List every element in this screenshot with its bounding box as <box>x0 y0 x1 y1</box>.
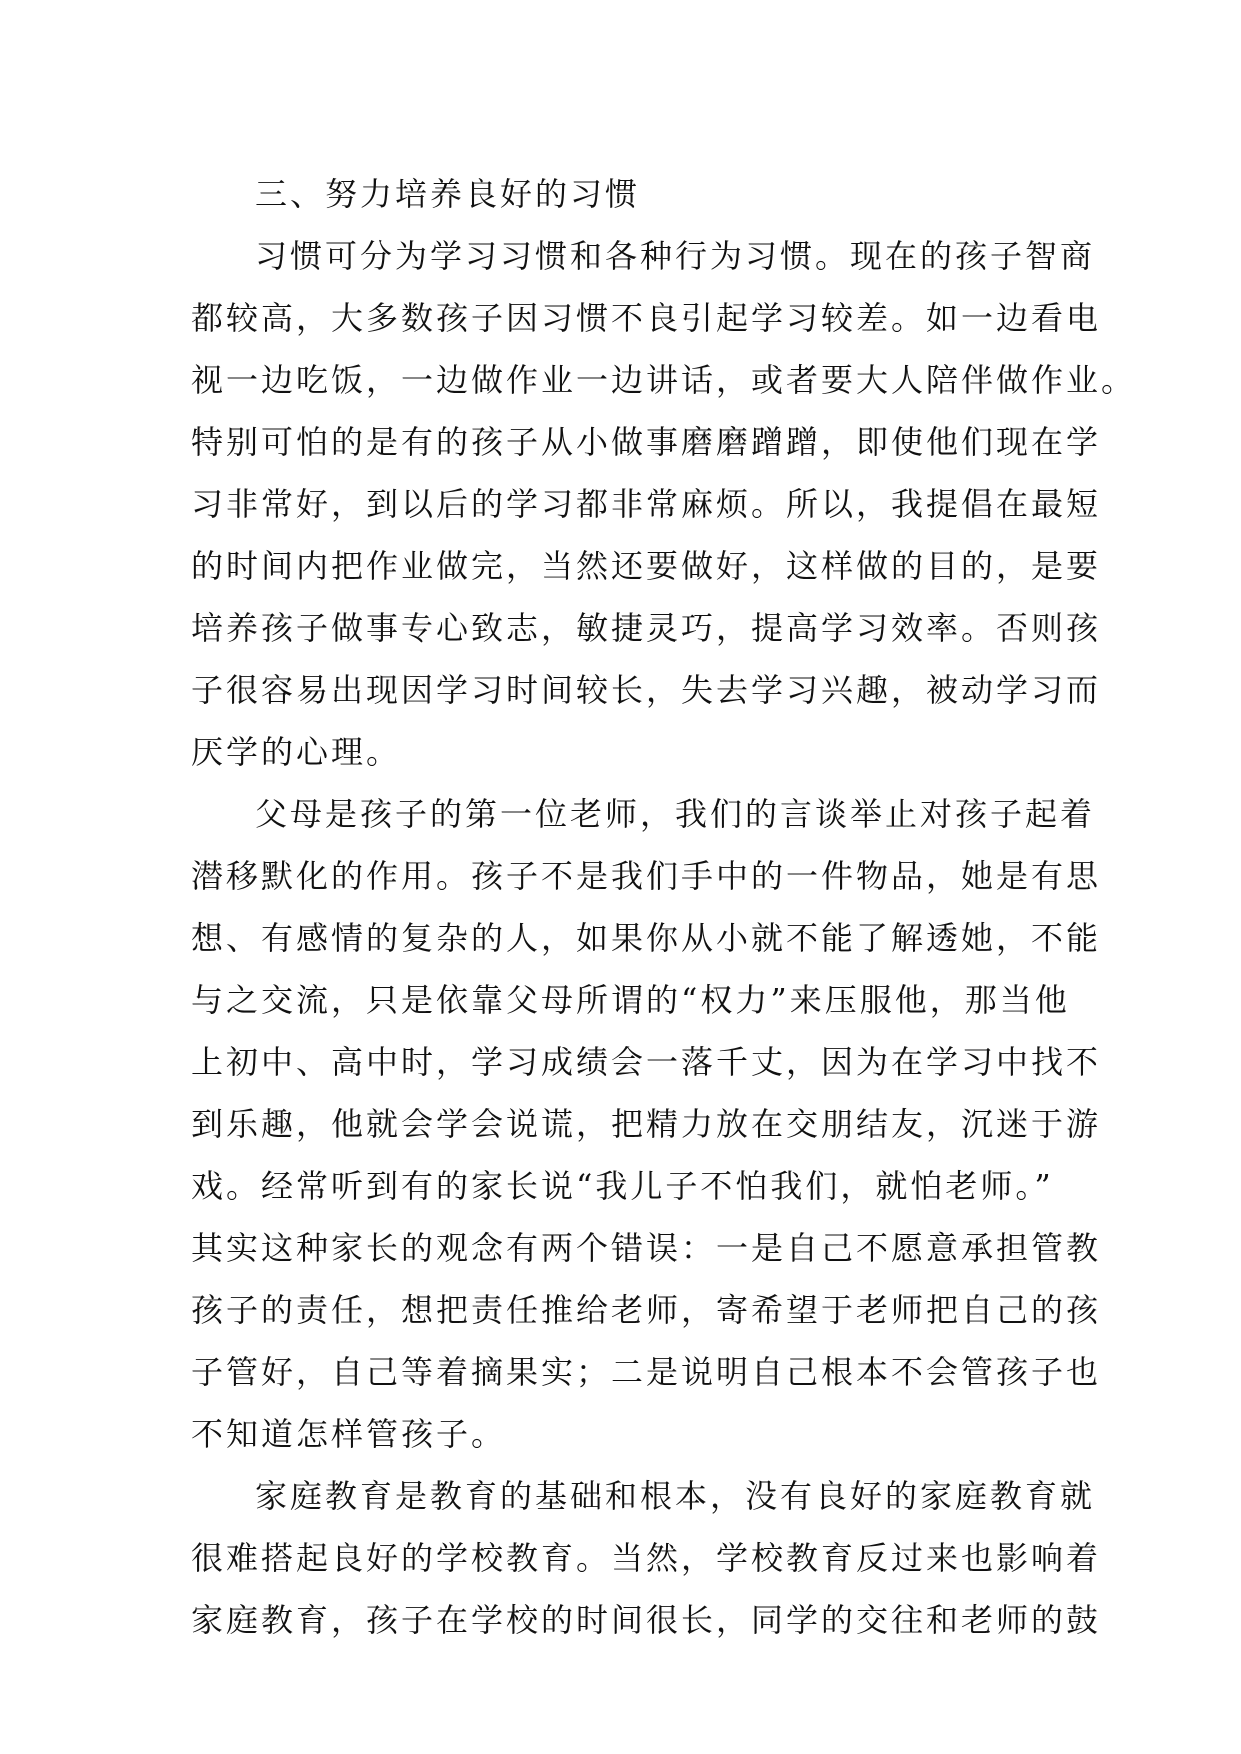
paragraph-line: 特别可怕的是有的孩子从小做事磨磨蹭蹭，即使他们现在学 <box>191 423 1102 461</box>
paragraph-line: 潜移默化的作用。孩子不是我们手中的一件物品，她是有思 <box>191 857 1102 895</box>
paragraph-line: 其实这种家长的观念有两个错误：一是自己不愿意承担管教 <box>191 1229 1102 1267</box>
paragraph-line: 习惯可分为学习习惯和各种行为习惯。现在的孩子智商 <box>255 237 1096 275</box>
paragraph-line: 的时间内把作业做完，当然还要做好，这样做的目的，是要 <box>191 547 1102 585</box>
paragraph-line: 子很容易出现因学习时间较长，失去学习兴趣，被动学习而 <box>191 671 1102 709</box>
paragraph-line: 想、有感情的复杂的人，如果你从小就不能了解透她，不能 <box>191 919 1102 957</box>
paragraph-line: 孩子的责任，想把责任推给老师，寄希望于老师把自己的孩 <box>191 1291 1102 1329</box>
section-heading: 三、努力培养良好的习惯 <box>255 175 641 213</box>
paragraph-line: 家庭教育，孩子在学校的时间很长，同学的交往和老师的鼓 <box>191 1601 1102 1639</box>
paragraph-line: 习非常好，到以后的学习都非常麻烦。所以，我提倡在最短 <box>191 485 1102 523</box>
document-body <box>191 163 1137 1651</box>
paragraph-line: 家庭教育是教育的基础和根本，没有良好的家庭教育就 <box>255 1477 1096 1515</box>
paragraph-line: 上初中、高中时，学习成绩会一落千丈，因为在学习中找不 <box>191 1043 1102 1081</box>
paragraph-line: 父母是孩子的第一位老师，我们的言谈举止对孩子起着 <box>255 795 1096 833</box>
paragraph-line: 培养孩子做事专心致志，敏捷灵巧，提高学习效率。否则孩 <box>191 609 1102 647</box>
paragraph-line: 子管好，自己等着摘果实；二是说明自己根本不会管孩子也 <box>191 1353 1102 1391</box>
paragraph-line: 视一边吃饭，一边做作业一边讲话，或者要大人陪伴做作业。 <box>191 361 1137 399</box>
paragraph-line: 与之交流，只是依靠父母所谓的“权力”来压服他，那当他 <box>191 981 1070 1019</box>
paragraph-line: 厌学的心理。 <box>191 733 402 771</box>
paragraph-line: 都较高，大多数孩子因习惯不良引起学习较差。如一边看电 <box>191 299 1102 337</box>
paragraph-line: 很难搭起良好的学校教育。当然，学校教育反过来也影响着 <box>191 1539 1102 1577</box>
paragraph-line: 不知道怎样管孩子。 <box>191 1415 507 1453</box>
paragraph-line: 到乐趣，他就会学会说谎，把精力放在交朋结友，沉迷于游 <box>191 1105 1102 1143</box>
paragraph-line: 戏。经常听到有的家长说“我儿子不怕我们，就怕老师。” <box>191 1167 1054 1205</box>
